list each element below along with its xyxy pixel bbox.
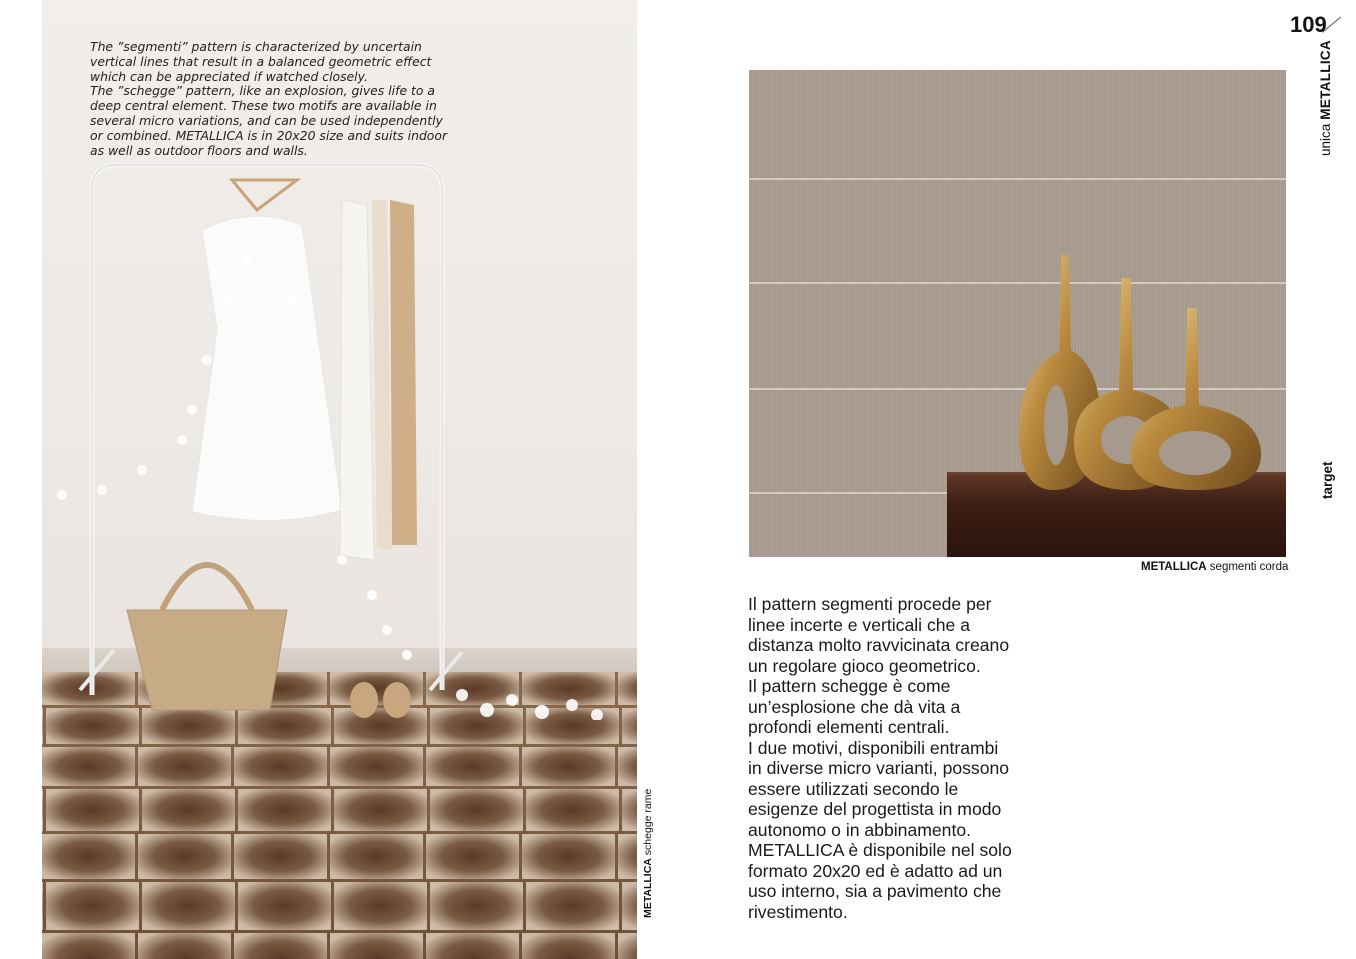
floor-tile	[426, 747, 519, 786]
floor-tile	[426, 933, 519, 959]
floor-tile	[138, 933, 231, 959]
floor-tile	[426, 834, 519, 879]
floor-tile	[42, 933, 135, 959]
floor-tile	[42, 747, 135, 786]
floor-tile	[42, 834, 135, 879]
floor-tile	[138, 834, 231, 879]
floor-tile	[234, 933, 327, 959]
floor-tile	[522, 747, 615, 786]
floor-tile	[142, 789, 235, 831]
floor-tile	[42, 882, 43, 930]
right-photo-caption	[1141, 561, 1288, 573]
floor-tile	[234, 834, 327, 879]
floor-tile	[522, 834, 615, 879]
running-head-brand: METALLICA	[1318, 40, 1333, 120]
left-caption-brand: METALLICA	[642, 858, 654, 918]
floor-tile	[334, 882, 427, 930]
floor-tile	[618, 747, 637, 786]
floor-tile	[238, 882, 331, 930]
floor-tile	[526, 882, 619, 930]
floor-tile	[234, 747, 327, 786]
floor-tile	[42, 789, 43, 831]
floor-tile	[46, 789, 139, 831]
floor-tile	[330, 834, 423, 879]
italian-description-paragraph: Il pattern segmenti procede per linee incerte e verticali che a distanza molto ravvicinata creano un regolare gioco geometrico. Il pattern schegge è come un’esplosione che dà vita a profondi elementi centrali. I due motivi, disponibili entrambi in diverse micro varianti, possono essere utilizzati secondo le esigenze del progettista in modo autonomo o in abbinamento. METALLICA è disponibile nel solo formato 20x20 ed è adatto ad un uso interno, sia a pavimento che rivestimento.	[748, 594, 1012, 922]
gold-vases-graphic	[749, 70, 1286, 557]
floor-tile	[622, 882, 637, 930]
floor-tile	[522, 933, 615, 959]
right-caption-brand: METALLICA	[1141, 561, 1207, 573]
vases-photo	[749, 70, 1286, 557]
english-description: The ”segmenti” pattern is characterized by uncertain vertical lines that result in a balanced geometric effect which can be appreciated if watched closely. The ”schegge” pattern, like an explosion, gives life to a deep central element. These two motifs are available in several micro variations, and can be used independently or combined. METALLICA is in 20x20 size and suits indoor as well as outdoor floors and walls.	[90, 39, 448, 158]
floor-tile	[142, 882, 235, 930]
floor-tile	[622, 789, 637, 831]
side-section-label: target	[1320, 461, 1335, 499]
running-head	[1318, 40, 1333, 156]
italian-description	[748, 594, 1038, 922]
floor-tile	[618, 933, 637, 959]
running-head-prefix: unica	[1318, 123, 1333, 156]
floor-tile	[138, 747, 231, 786]
floor-tile	[238, 789, 331, 831]
floor-tile	[330, 747, 423, 786]
right-caption-text: segmenti corda	[1209, 561, 1289, 573]
page-number: 109	[1290, 12, 1327, 37]
interior-photo-clothes-rack	[42, 0, 637, 959]
left-photo-caption	[642, 789, 654, 918]
floor-tile	[618, 834, 637, 879]
floor-tile	[330, 933, 423, 959]
floor-tile	[46, 882, 139, 930]
floor-tile	[334, 789, 427, 831]
left-caption-text: schegge rame	[642, 788, 654, 856]
floor-tile	[526, 789, 619, 831]
floor-tile	[430, 789, 523, 831]
floor-tile	[430, 882, 523, 930]
